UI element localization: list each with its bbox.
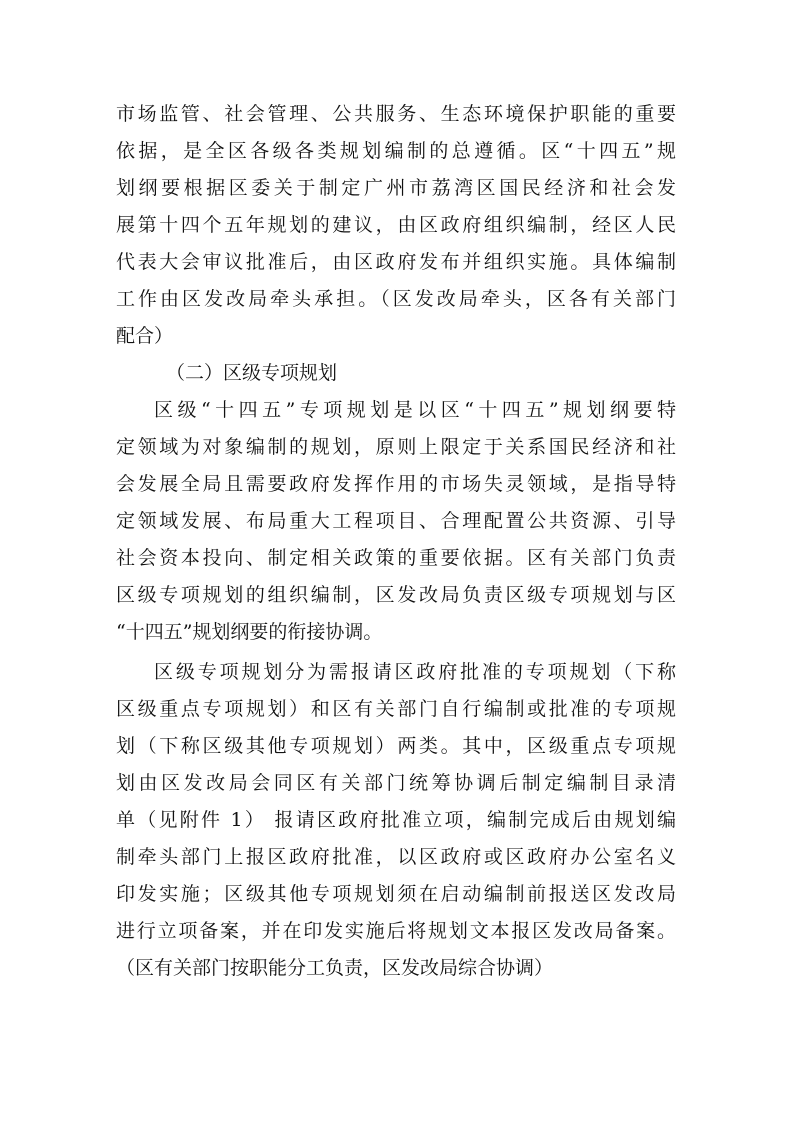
text-line: 配合）: [116, 325, 174, 347]
text-line: 展第十四个五年规划的建议，由区政府组织编制，经区人民: [116, 214, 676, 236]
text-line: 划纲要根据区委关于制定广州市荔湾区国民经济和社会发: [116, 177, 676, 199]
text-line: 社会资本投向、制定相关政策的重要依据。区有关部门负责: [116, 547, 676, 569]
document-body: [116, 96, 676, 987]
text-line: （区有关部门按职能分工负责，区发改局综合协调）: [116, 957, 554, 979]
text-line: 工作由区发改局牵头承担。（区发改局牵头，区各有关部门: [116, 288, 676, 310]
text-line: 定领域发展、布局重大工程项目、合理配置公共资源、引导: [116, 510, 676, 532]
text-line: 代表大会审议批准后，由区政府发布并组织实施。具体编制: [116, 251, 676, 273]
text-line: 制牵头部门上报区政府批准，以区政府或区政府办公室名义: [116, 846, 676, 868]
text-line: 印发实施；区级其他专项规划须在启动编制前报送区发改局: [116, 883, 676, 905]
section-heading: （二）区级专项规划: [166, 362, 338, 384]
text-line: 划（下称区级其他专项规划）两类。其中，区级重点专项规: [116, 735, 676, 757]
text-line: 定领域为对象编制的规划，原则上限定于关系国民经济和社: [116, 436, 676, 458]
text-line: 依据，是全区各级各类规划编制的总遵循。区“十四五”规: [116, 140, 676, 162]
text-line: 进行立项备案，并在印发实施后将规划文本报区发改局备案。: [116, 920, 676, 942]
text-line: 会发展全局且需要政府发挥作用的市场失灵领域，是指导特: [116, 473, 676, 495]
paragraph-1: [116, 96, 676, 355]
text-line: 区级专项规划的组织编制，区发改局负责区级专项规划与区: [116, 584, 676, 606]
paragraph-2: [116, 392, 676, 651]
text-line: 划由区发改局会同区有关部门统筹协调后制定编制目录清: [116, 772, 676, 794]
paragraph-3: [116, 654, 676, 987]
text-line: “十四五”规划纲要的衔接协调。: [116, 621, 383, 643]
text-line: 区级重点专项规划）和区有关部门自行编制或批准的专项规: [116, 698, 676, 720]
text-line: 单（见附件 1） 报请区政府批准立项，编制完成后由规划编: [116, 809, 676, 831]
text-line: 市场监管、社会管理、公共服务、生态环境保护职能的重要: [116, 103, 676, 125]
text-line: 区级专项规划分为需报请区政府批准的专项规划（下称: [154, 661, 676, 683]
text-line: 区级“十四五”专项规划是以区“十四五”规划纲要特: [154, 399, 676, 421]
